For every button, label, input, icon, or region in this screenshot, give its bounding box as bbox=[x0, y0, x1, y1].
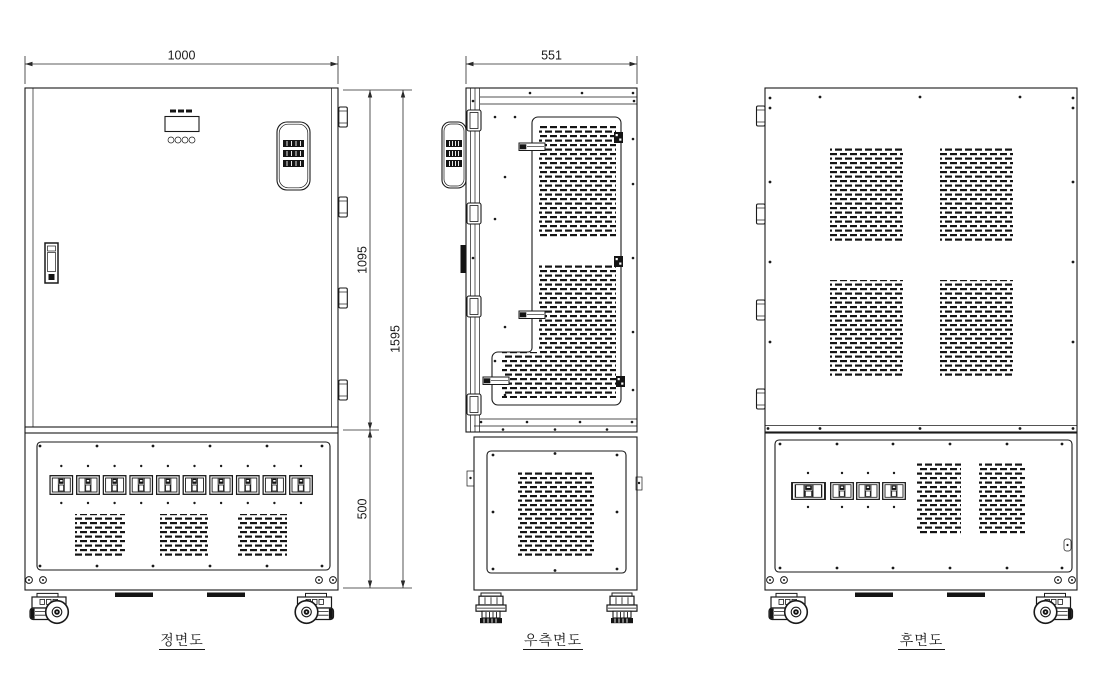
caster-icon bbox=[30, 593, 68, 623]
breaker-module bbox=[237, 476, 260, 495]
breaker-row bbox=[50, 465, 312, 504]
hinge-icon bbox=[757, 300, 766, 320]
vent-grille bbox=[940, 147, 1013, 243]
side-tab bbox=[467, 471, 474, 486]
view-label-rear bbox=[898, 632, 945, 650]
caster-icon bbox=[295, 593, 333, 623]
caster-icon bbox=[1034, 593, 1072, 623]
rear-upper-body bbox=[757, 88, 1078, 432]
bolt-icon bbox=[330, 577, 337, 584]
breaker-module bbox=[883, 483, 906, 500]
svg-text:정면도: 정면도 bbox=[160, 632, 204, 648]
front-view bbox=[25, 49, 412, 650]
bolt-icon bbox=[316, 577, 323, 584]
dim-text-1095: 1095 bbox=[355, 246, 370, 274]
under-frame bbox=[115, 593, 153, 598]
latch-bar-icon bbox=[519, 143, 545, 151]
vent-grille bbox=[979, 462, 1025, 535]
breaker-row bbox=[792, 472, 905, 508]
under-frame bbox=[207, 593, 245, 598]
vent-grille bbox=[539, 265, 616, 352]
side-upper-body bbox=[442, 88, 637, 432]
caster-icon bbox=[476, 593, 506, 623]
vent-grille bbox=[940, 280, 1013, 376]
breaker-module bbox=[50, 476, 73, 495]
breaker-module bbox=[103, 476, 126, 495]
svg-text:우측면도: 우측면도 bbox=[523, 632, 583, 648]
vent-grille bbox=[160, 514, 208, 556]
dimension-front-heights bbox=[343, 90, 412, 588]
dimension-side-depth bbox=[466, 49, 637, 85]
beacon-lamp-icon bbox=[277, 122, 310, 190]
vent-grille bbox=[539, 125, 616, 237]
front-door bbox=[25, 88, 338, 433]
latch-icon bbox=[614, 132, 623, 143]
hinge-icon bbox=[467, 296, 481, 317]
breaker-module bbox=[792, 483, 825, 500]
breaker-module bbox=[77, 476, 100, 495]
rear-view bbox=[757, 88, 1078, 650]
side-vent-panel bbox=[483, 117, 625, 405]
breaker-module bbox=[157, 476, 180, 495]
hinge-icon bbox=[467, 203, 481, 224]
hinge-icon bbox=[757, 389, 766, 409]
hinge-icon bbox=[339, 107, 348, 127]
bolt-icon bbox=[40, 577, 47, 584]
vent-grille bbox=[830, 280, 903, 376]
latch-icon bbox=[614, 256, 623, 267]
dimension-front-width bbox=[25, 49, 338, 85]
side-view bbox=[442, 49, 642, 650]
under-frame bbox=[947, 593, 985, 598]
breaker-module bbox=[857, 483, 880, 500]
breaker-module bbox=[263, 476, 286, 495]
handle-profile bbox=[461, 245, 466, 273]
dim-text-551: 551 bbox=[541, 48, 562, 63]
breaker-module bbox=[130, 476, 153, 495]
dim-text-500: 500 bbox=[355, 498, 370, 520]
hinge-icon bbox=[467, 110, 481, 131]
side-base-section bbox=[467, 437, 642, 590]
dim-text-1595: 1595 bbox=[388, 325, 403, 353]
vent-grille bbox=[75, 514, 125, 556]
lcd-control-panel bbox=[165, 110, 199, 144]
hinge-icon bbox=[757, 204, 766, 224]
breaker-module bbox=[210, 476, 233, 495]
body-screws bbox=[767, 96, 1075, 430]
vent-grille bbox=[917, 462, 961, 535]
vent-grille bbox=[502, 352, 616, 398]
hinge-icon bbox=[339, 288, 348, 308]
hinge-icon bbox=[757, 106, 766, 126]
hinge-icon bbox=[339, 197, 348, 217]
bolt-icon bbox=[1055, 577, 1062, 584]
caster-icon bbox=[769, 593, 807, 623]
vent-grille bbox=[830, 147, 903, 243]
breaker-module bbox=[183, 476, 206, 495]
hinge-icon bbox=[467, 394, 481, 415]
latch-icon bbox=[1064, 539, 1071, 551]
bolt-icon bbox=[767, 577, 774, 584]
bolt-icon bbox=[26, 577, 33, 584]
latch-bar-icon bbox=[483, 377, 509, 385]
lcd-screen bbox=[165, 117, 199, 132]
beacon-lamp-profile bbox=[442, 122, 466, 188]
caster-icon bbox=[607, 593, 637, 623]
door-handle bbox=[45, 243, 58, 283]
dim-text-1000: 1000 bbox=[167, 48, 196, 63]
breaker-module bbox=[831, 483, 854, 500]
view-label-front bbox=[159, 632, 205, 650]
hinge-icon bbox=[339, 380, 348, 400]
view-label-side bbox=[523, 632, 583, 650]
front-base-section bbox=[25, 433, 338, 597]
rear-base-section bbox=[765, 433, 1077, 597]
latch-icon bbox=[616, 376, 625, 387]
latch-bar-icon bbox=[519, 311, 545, 319]
bolt-icon bbox=[1069, 577, 1076, 584]
breaker-module bbox=[290, 476, 313, 495]
svg-text:후면도: 후면도 bbox=[899, 632, 944, 648]
vent-grille bbox=[238, 514, 287, 556]
bolt-icon bbox=[781, 577, 788, 584]
under-frame bbox=[855, 593, 893, 598]
vent-grille bbox=[518, 472, 594, 557]
control-buttons bbox=[168, 137, 195, 143]
